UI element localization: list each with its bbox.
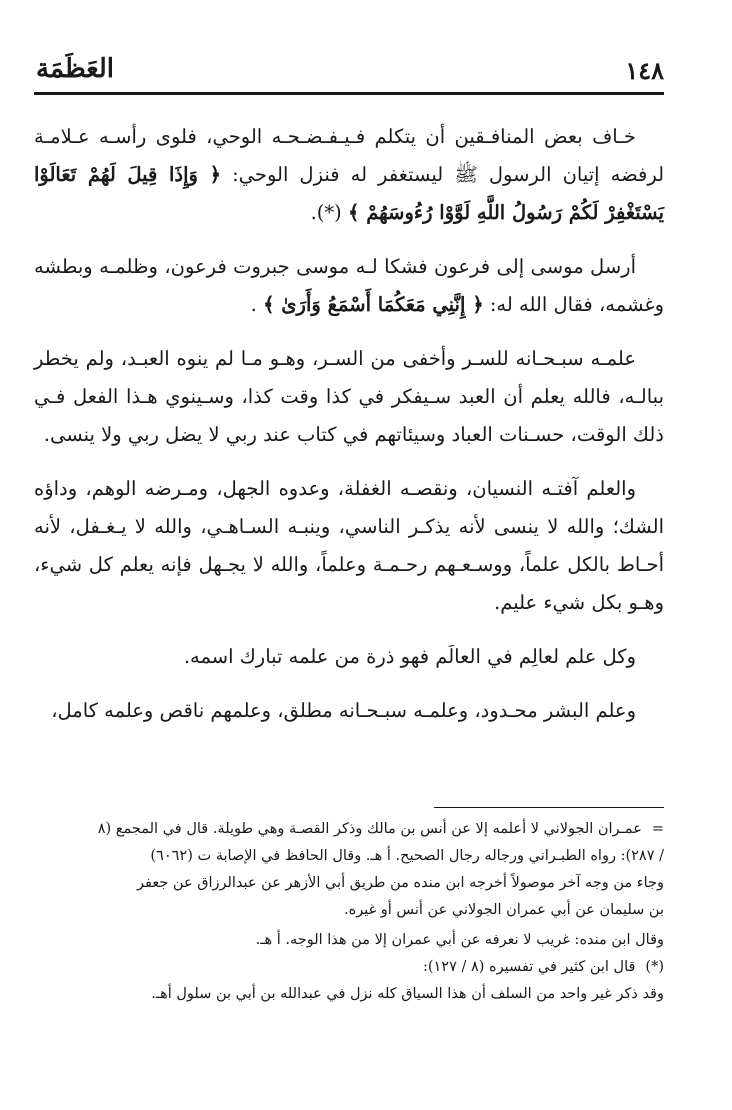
paragraph-6: وعلم البشر محـدود، وعلمـه سبـحـانه مطلق، وعلمهم ناقص وعلمه كامل،: [51, 699, 636, 722]
footnote-line-2: / ٢٨٧): رواه الطبـراني ورجاله رجال الصحيح. أ هـ. وقال الحافظ في الإصابة ت (٦٠٦٢): [150, 848, 664, 864]
footnote-line-7: وقد ذكر غير واحد من السلف أن هذا السياق كله نزل في عبدالله بن أبي بن سلول أهـ.: [151, 986, 664, 1002]
footnote-divider: [434, 807, 664, 808]
paragraph-2-text: أرسل موسى إلى فرعون فشكا لـه موسى جبروت فرعون، وظلمـه وبطشه وغشمه، فقال الله له:: [34, 255, 664, 316]
paragraph-1-text: خـاف بعض المنافـقين أن يتكلم فـيـفـضـحـه الوحي، فلوى رأسـه عـلامـة لرفضه إتيان الرسول ﷺ ليستغفر له فنزل الوحي:: [34, 125, 665, 186]
footnote-reference: (*).: [310, 201, 342, 224]
paragraph-2: [34, 248, 664, 324]
footnote-line-4: بن سليمان عن أبي عمران الجولاني عن أنس أو غيره.: [343, 902, 664, 918]
paragraph-3: علمـه سبـحـانه للسـر وأخفى من السـر، وهـو مـا لم ينوه العبـد، ولم يخطر ببالـه، فالله يعلم أن العبد سـيفكر في كذا وقت كذا، وسـينوي هـذا الفعل فـي ذلك الوقت، حسـنات العباد وسيئاتهم في كتاب عند ربي لا يضل ربي ولا ينسى.: [34, 347, 664, 446]
quran-verse-2: ﴿ إِنَّنِي مَعَكُمَا أَسْمَعُ وَأَرَىٰ ﴾: [263, 293, 484, 316]
quran-verse-1: ﴿ وَإِذَا قِيلَ لَهُمْ تَعَالَوْا يَسْتَغْفِرْ لَكُمْ رَسُولُ اللَّهِ لَوَّوْا رُءُوسَهُمْ ﴾: [34, 163, 664, 224]
footnote-line-3: وجاء من وجه آخر موصولاً أخرجه ابن منده من طريق أبي الأزهر عن عبدالرزاق عن جعفر: [137, 875, 664, 891]
paragraph-2-end: .: [250, 293, 257, 316]
footnote-line-5: وقال ابن منده: غريب لا نعرفه عن أبي عمران إلا من هذا الوجه. أ هـ.: [255, 932, 664, 948]
book-title: العَظَمَة: [36, 54, 114, 84]
header-divider: [34, 92, 664, 95]
footnote-line-1: [46, 816, 664, 843]
footnote-line-6: [46, 954, 664, 981]
paragraph-5: وكل علم لعالِم في العالَم فهو ذرة من علمه تبارك اسمه.: [183, 645, 636, 668]
footnote-line-1-text: عمـران الجولاني لا أعلمه إلا عن أنس بن مالك وذكر القصـة وهي طويلة. قال في المجمع (٨: [97, 821, 642, 837]
page-number: ١٤٨: [625, 56, 664, 85]
footnotes: [46, 816, 664, 1008]
page-header: [34, 52, 664, 92]
main-text: [34, 118, 664, 746]
footnote-continuation-mark: =: [651, 821, 664, 837]
paragraph-4: والعلم آفتـه النسيان، ونقصـه الغفلة، وعدوه الجهل، ومـرضه الوهم، وداؤه الشك؛ والله لا ينسى لأنه يذكـر الناسي، وينبـه السـاهـي، والله لا يـغـفل، لأنه أحـاط بالكل علماً، ووسـعـهم رحـمـة وعلماً، والله لا يجـهل فإنه يعلم كل شيء، وهـو بكل شيء عليم.: [34, 477, 664, 614]
footnote-star-mark: (*): [645, 959, 664, 975]
footnote-line-6-text: قال ابن كثير في تفسيره (٨ / ١٢٧):: [422, 959, 636, 975]
paragraph-1: [34, 118, 664, 232]
